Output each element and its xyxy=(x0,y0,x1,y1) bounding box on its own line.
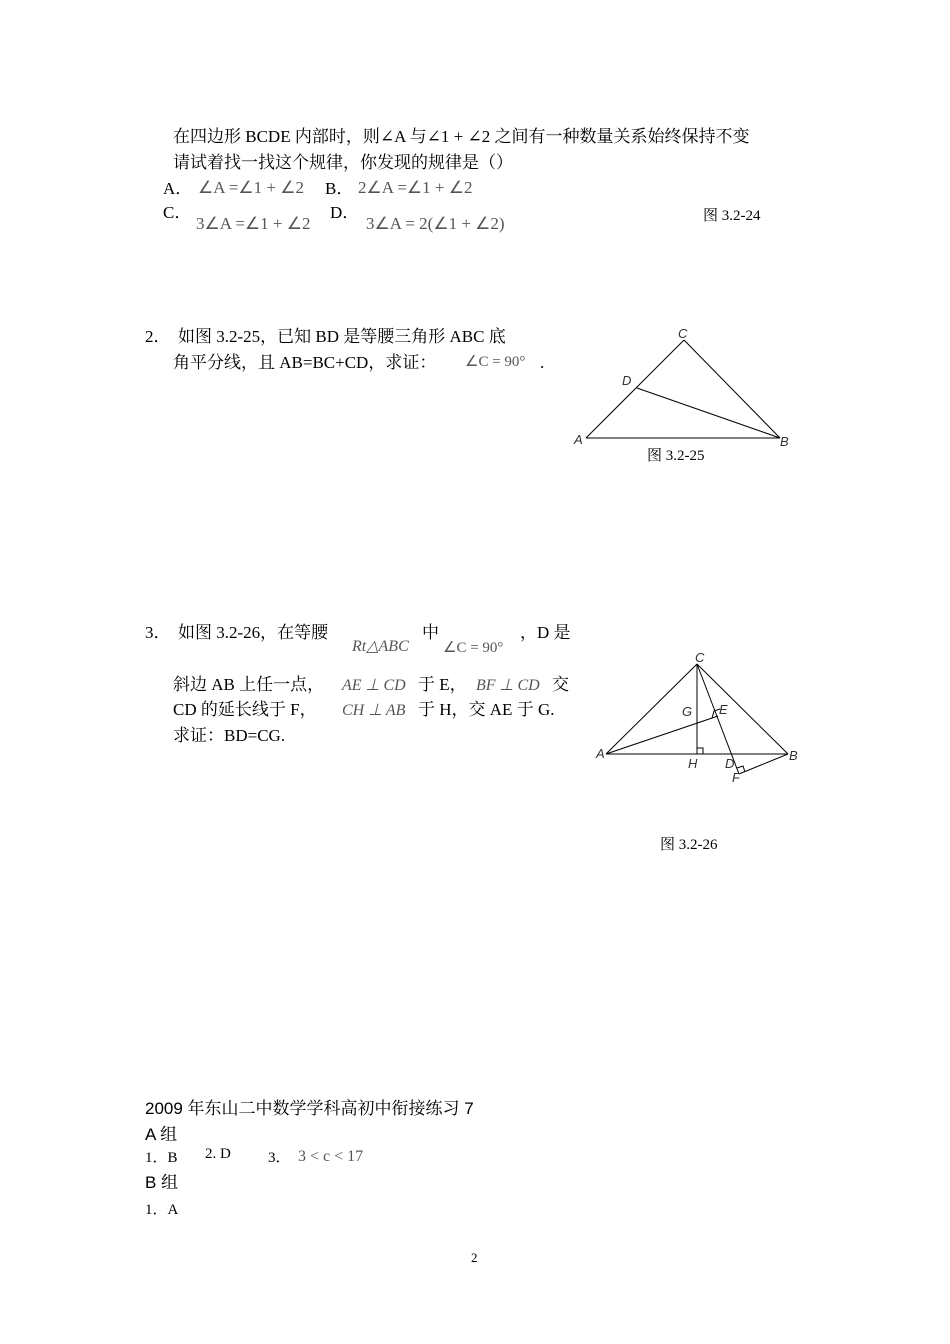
page-number: 2 xyxy=(471,1250,478,1265)
label-h: H xyxy=(688,756,698,771)
q3-text-line2-post: 交 xyxy=(552,675,569,694)
q3-text-line4: 求证：BD=CG. xyxy=(173,726,286,745)
q1-option-c-label: C． xyxy=(163,203,192,222)
q3-math-ch-ab: CH ⊥ AB xyxy=(342,702,406,719)
segment-cb xyxy=(684,340,780,438)
q3-math-ae-cd: AE ⊥ CD xyxy=(342,677,406,694)
figure-3-2-25 xyxy=(570,322,800,462)
q3-text-line3-pre: CD 的延长线于 F， xyxy=(173,700,317,719)
answer-a2: 2. D xyxy=(205,1146,231,1162)
figure-caption-3-2-24: 图 3.2-24 xyxy=(703,208,761,224)
answer-a1: 1．B xyxy=(145,1150,178,1166)
q3-text-line1-mid: 中 xyxy=(422,623,439,642)
figure-caption-3-2-25: 图 3.2-25 xyxy=(647,448,705,464)
label-c: C xyxy=(695,650,705,665)
right-angle-h xyxy=(697,748,703,754)
q1-option-d-label: D． xyxy=(330,203,360,222)
q3-math-rt-abc: Rt△ABC xyxy=(352,638,409,655)
label-a: A xyxy=(596,746,605,761)
q2-text-line1: 如图 3.2-25，已知 BD 是等腰三角形 ABC 底 xyxy=(178,327,506,346)
segment-cb xyxy=(697,664,788,754)
answer-a3-label: 3． xyxy=(268,1150,291,1166)
label-a: A xyxy=(574,432,583,447)
q3-text-line1-post: ，D 是 xyxy=(520,623,571,642)
label-d: D xyxy=(725,756,735,771)
answers-title: 2009 年东山二中数学学科高初中衔接练习 7 xyxy=(145,1099,474,1118)
figure-caption-3-2-26: 图 3.2-26 xyxy=(660,837,718,853)
q1-option-b-label: B． xyxy=(325,179,354,198)
q1-option-a: ∠A =∠1 + ∠2 xyxy=(198,178,304,197)
label-c: C xyxy=(678,326,688,341)
q1-option-b: 2∠A =∠1 + ∠2 xyxy=(358,178,473,197)
segment-bd xyxy=(637,388,780,438)
q3-text-line2-pre: 斜边 AB 上任一点， xyxy=(173,675,325,694)
q3-math-angle-c: ∠C = 90° xyxy=(443,640,504,656)
q3-text-line3-post: 于 H，交 AE 于 G. xyxy=(418,700,555,719)
label-g: G xyxy=(682,704,693,719)
q1-text-line1: 在四边形 BCDE 内部时，则∠A 与∠1 + ∠2 之间有一种数量关系始终保持不变 xyxy=(173,127,750,146)
q3-text-line1-pre: 如图 3.2-26，在等腰 xyxy=(178,623,329,642)
label-b: B xyxy=(789,748,798,763)
label-d: D xyxy=(622,373,632,388)
q2-math-angle: ∠C = 90° xyxy=(465,354,526,370)
q3-number: 3． xyxy=(145,623,171,642)
q1-text-line2: 请试着找一找这个规律，你发现的规律是（） xyxy=(173,153,513,172)
label-f: F xyxy=(732,770,740,785)
segment-bf xyxy=(739,754,788,774)
answers-group-a: A 组 xyxy=(145,1125,178,1144)
answer-a3-math: 3 < c < 17 xyxy=(298,1148,364,1165)
segment-ac xyxy=(586,340,684,438)
answer-b1: 1．A xyxy=(145,1202,179,1218)
q1-option-d: 3∠A = 2(∠1 + ∠2) xyxy=(366,214,505,233)
q2-text-line2: 角平分线，且 AB=BC+CD，求证： xyxy=(173,353,437,372)
label-e: E xyxy=(719,702,728,717)
label-b: B xyxy=(780,434,789,449)
q2-text-period: . xyxy=(540,353,545,372)
q3-math-bf-cd: BF ⊥ CD xyxy=(476,677,540,694)
q3-text-line2-mid: 于 E， xyxy=(418,675,467,694)
figure-3-2-26 xyxy=(592,648,812,790)
q1-option-c: 3∠A =∠1 + ∠2 xyxy=(196,214,311,233)
q2-number: 2． xyxy=(145,327,171,346)
q1-option-a-label: A． xyxy=(163,179,193,198)
answers-group-b: B 组 xyxy=(145,1173,179,1192)
